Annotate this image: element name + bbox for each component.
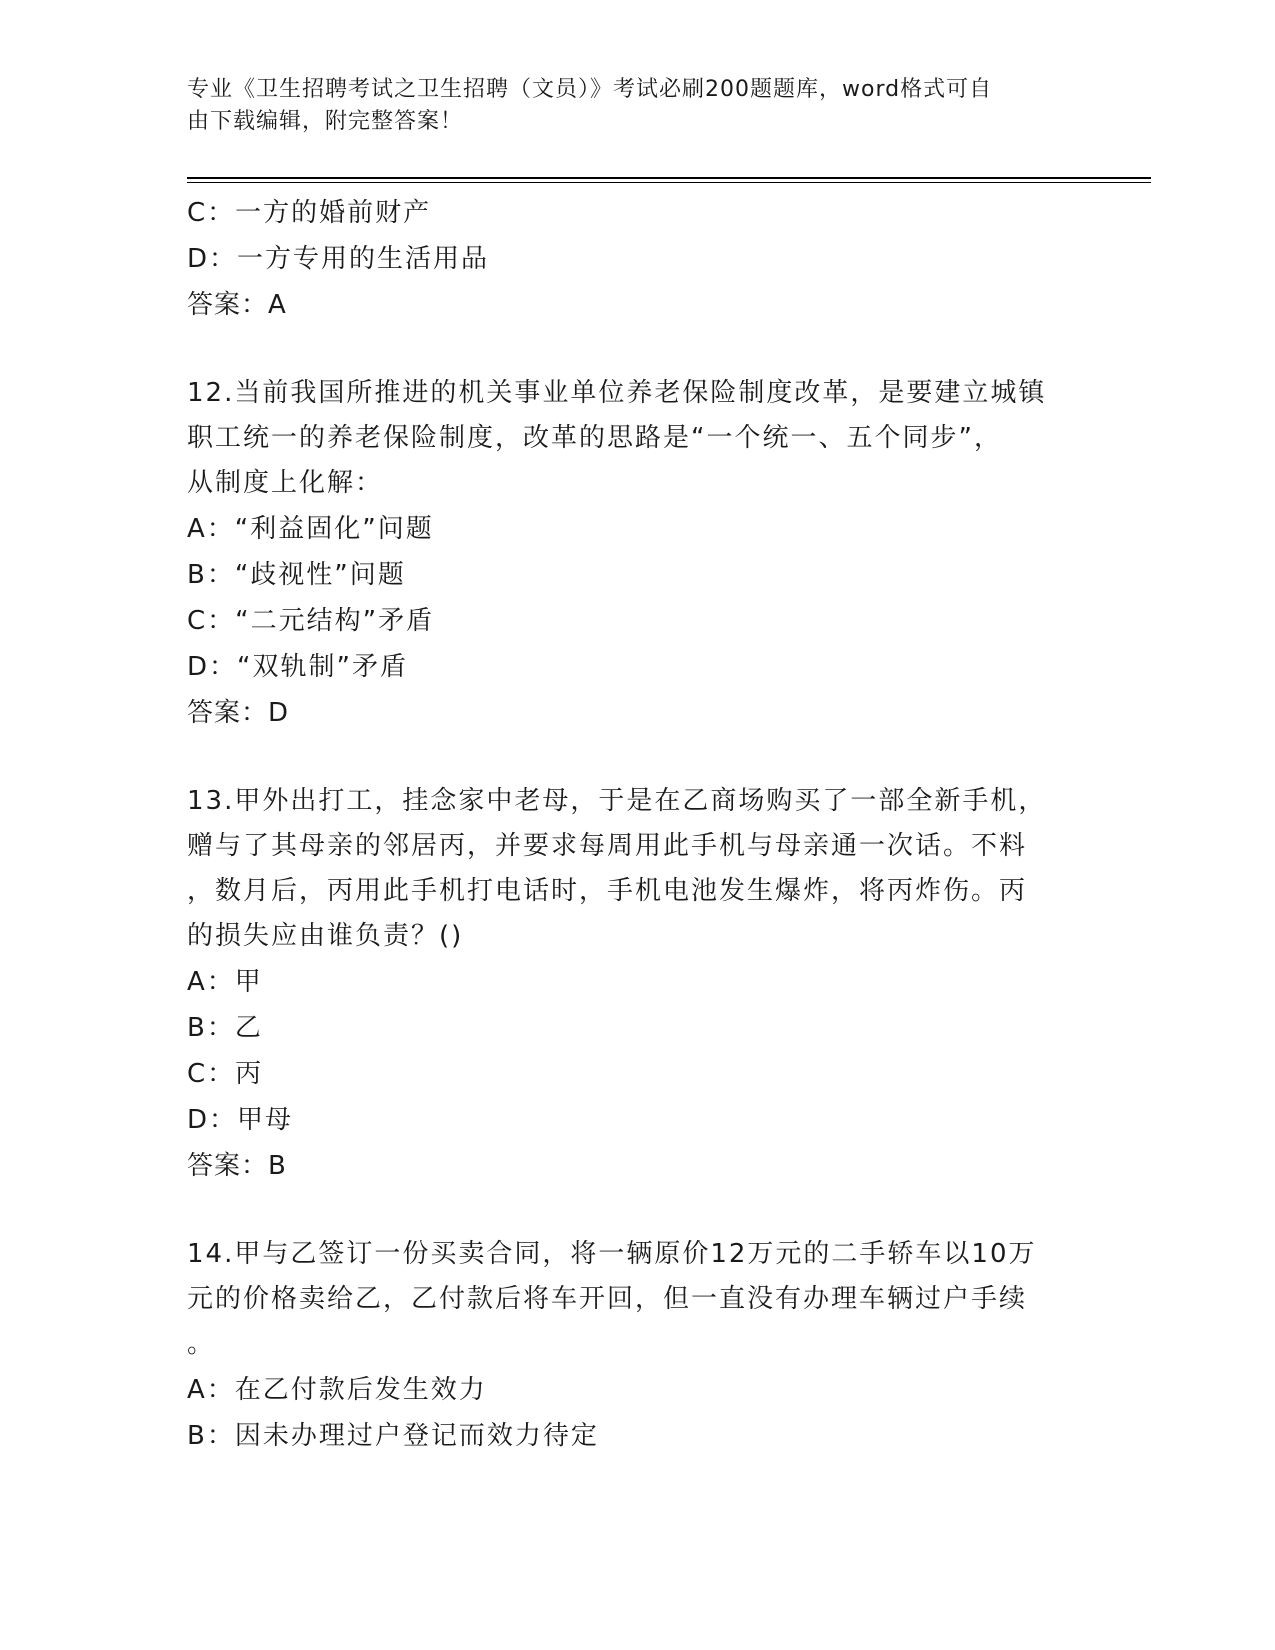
question-stem	[187, 371, 1087, 506]
question-stem	[187, 779, 1087, 959]
stem-line: 。	[187, 1329, 216, 1359]
header-divider-thin	[187, 182, 1151, 183]
document-header	[187, 74, 1087, 138]
option-d: D：一方专用的生活用品	[187, 244, 490, 274]
answer-line: 答案：D	[187, 698, 290, 728]
question-stem	[187, 1232, 1087, 1367]
stem-line: 13.甲外出打工，挂念家中老母，于是在乙商场购买了一部全新手机，	[187, 786, 1047, 816]
stem-line: 职工统一的养老保险制度，改革的思路是“一个统一、五个同步”，	[187, 423, 1002, 453]
answer-line: 答案：B	[187, 1151, 287, 1181]
spacer	[187, 328, 1087, 371]
option-c: C：“二元结构”矛盾	[187, 606, 435, 636]
stem-line: ，数月后，丙用此手机打电话时，手机电池发生爆炸，将丙炸伤。丙	[187, 876, 1028, 906]
header-divider-thick	[187, 177, 1151, 179]
question-14	[187, 1232, 1087, 1459]
stem-line: 从制度上化解：	[187, 468, 384, 498]
stem-line: 12.当前我国所推进的机关事业单位养老保险制度改革，是要建立城镇	[187, 378, 1047, 408]
option-b: B：乙	[187, 1013, 263, 1043]
stem-line: 元的价格卖给乙，乙付款后将车开回，但一直没有办理车辆过户手续	[187, 1284, 1028, 1314]
option-c: C：丙	[187, 1059, 264, 1089]
spacer	[187, 1189, 1087, 1232]
stem-line: 的损失应由谁负责？()	[187, 921, 464, 951]
question-content	[187, 190, 1087, 1459]
option-b: B：“歧视性”问题	[187, 560, 406, 590]
answer-line: 答案：A	[187, 290, 287, 320]
option-d: D：甲母	[187, 1105, 294, 1135]
option-a: A：“利益固化”问题	[187, 514, 434, 544]
option-a: A：在乙付款后发生效力	[187, 1375, 487, 1405]
question-11-tail	[187, 190, 1087, 328]
header-line-2: 由下载编辑，附完整答案！	[187, 109, 464, 134]
option-a: A：甲	[187, 967, 263, 997]
header-line-1: 专业《卫生招聘考试之卫生招聘（文员）》考试必刷200题题库，word格式可自	[187, 77, 993, 102]
question-12	[187, 371, 1087, 736]
spacer	[187, 736, 1087, 779]
question-13	[187, 779, 1087, 1189]
option-c: C：一方的婚前财产	[187, 198, 432, 228]
stem-line: 14.甲与乙签订一份买卖合同，将一辆原价12万元的二手轿车以10万	[187, 1239, 1037, 1269]
option-d: D：“双轨制”矛盾	[187, 652, 408, 682]
option-b: B：因未办理过户登记而效力待定	[187, 1421, 599, 1451]
stem-line: 赠与了其母亲的邻居丙，并要求每周用此手机与母亲通一次话。不料	[187, 831, 1028, 861]
